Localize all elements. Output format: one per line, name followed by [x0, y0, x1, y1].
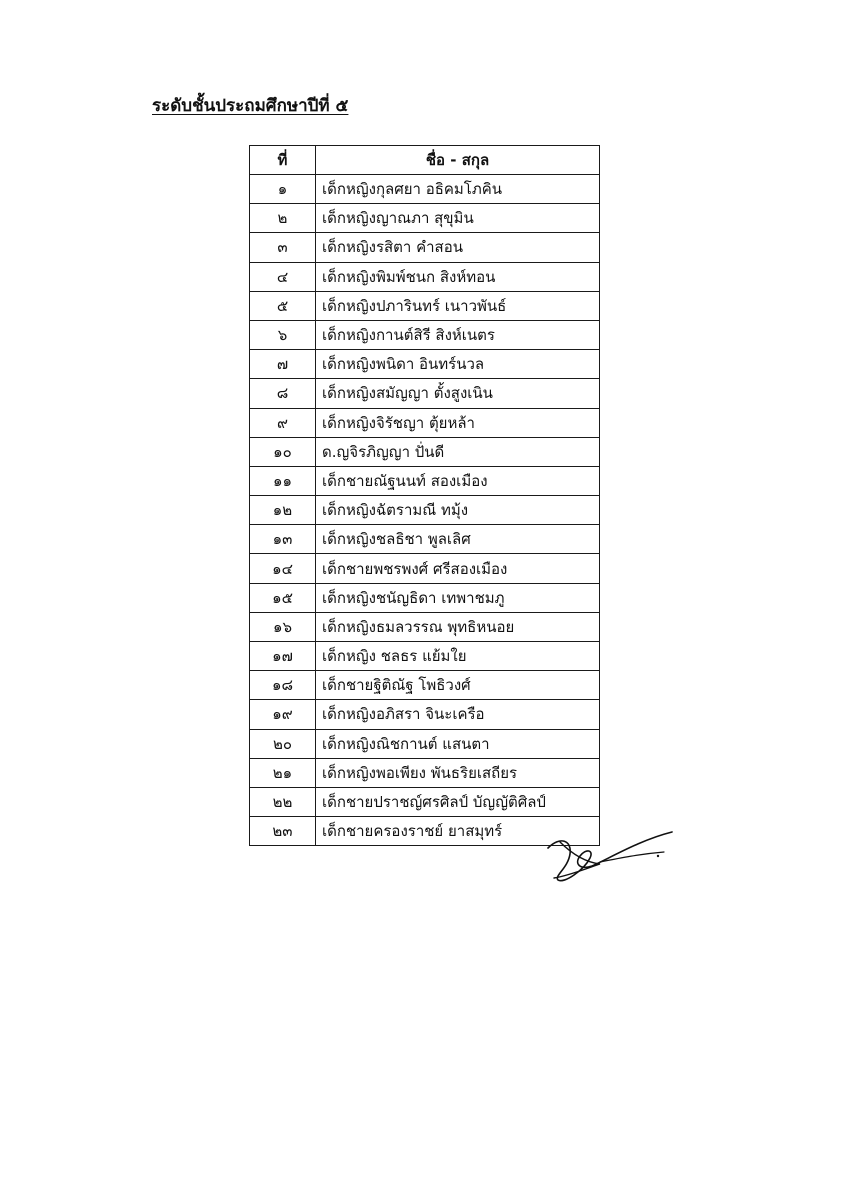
student-name: เด็กหญิงปภารินทร์ เนาวพันธ์ — [316, 291, 600, 320]
row-number: ๑๓ — [250, 525, 316, 554]
table-header-row — [250, 146, 600, 175]
row-number: ๒๑ — [250, 758, 316, 787]
column-header-name: ชื่อ - สกุล — [316, 146, 600, 175]
signature-icon — [540, 818, 680, 890]
student-name: เด็กหญิงพอเพียง พันธริยเสถียร — [316, 758, 600, 787]
student-name: เด็กหญิงธมลวรรณ พุทธิหนอย — [316, 612, 600, 641]
row-number: ๔ — [250, 262, 316, 291]
student-name: เด็กหญิงกานต์สิรี สิงห์เนตร — [316, 320, 600, 349]
student-name: เด็กหญิงอภิสรา จินะเครือ — [316, 700, 600, 729]
student-name: เด็กชายครองราชย์ ยาสมุทร์ — [316, 817, 600, 846]
table-row — [250, 554, 600, 583]
table-row — [250, 233, 600, 262]
table-row — [250, 612, 600, 641]
table-row — [250, 291, 600, 320]
row-number: ๙ — [250, 408, 316, 437]
table-row — [250, 525, 600, 554]
student-name: เด็กหญิงฉัตรามณี ทมุ้ง — [316, 496, 600, 525]
row-number: ๑๙ — [250, 700, 316, 729]
row-number: ๑๔ — [250, 554, 316, 583]
table-row — [250, 408, 600, 437]
column-header-number: ที่ — [250, 146, 316, 175]
table-row — [250, 729, 600, 758]
table-row — [250, 320, 600, 349]
row-number: ๑๖ — [250, 612, 316, 641]
student-name: เด็กชายปราชญ์ศรศิลป์ บัญญัติศิลป์ — [316, 787, 600, 816]
student-roster-table — [249, 145, 600, 846]
table-row — [250, 496, 600, 525]
table-row — [250, 671, 600, 700]
row-number: ๑๒ — [250, 496, 316, 525]
student-name: เด็กหญิงรสิตา คำสอน — [316, 233, 600, 262]
page-heading: ระดับชั้นประถมศึกษาปีที่ ๕ — [152, 96, 349, 116]
row-number: ๘ — [250, 379, 316, 408]
table-row — [250, 700, 600, 729]
row-number: ๖ — [250, 320, 316, 349]
student-name: เด็กหญิงชนัญธิดา เทพาชมภู — [316, 583, 600, 612]
student-name: เด็กชายณัฐนนท์ สองเมือง — [316, 466, 600, 495]
row-number: ๓ — [250, 233, 316, 262]
row-number: ๕ — [250, 291, 316, 320]
row-number: ๒๐ — [250, 729, 316, 758]
table-row — [250, 175, 600, 204]
table-row — [250, 204, 600, 233]
row-number: ๑๘ — [250, 671, 316, 700]
row-number: ๒๓ — [250, 817, 316, 846]
student-name: เด็กหญิงจิรัชญา ตุ้ยหล้า — [316, 408, 600, 437]
table-body — [250, 175, 600, 846]
row-number: ๑ — [250, 175, 316, 204]
row-number: ๑๑ — [250, 466, 316, 495]
row-number: ๗ — [250, 350, 316, 379]
student-name: ด.ญจิรภิญญา ปั่นดี — [316, 437, 600, 466]
student-name: เด็กหญิงญาณภา สุขุมิน — [316, 204, 600, 233]
table-row — [250, 379, 600, 408]
row-number: ๑๕ — [250, 583, 316, 612]
student-name: เด็กหญิงกุลศยา อธิคมโภคิน — [316, 175, 600, 204]
table-row — [250, 466, 600, 495]
row-number: ๑๐ — [250, 437, 316, 466]
table-row — [250, 350, 600, 379]
student-name: เด็กหญิงพิมพ์ชนก สิงห์ทอน — [316, 262, 600, 291]
table-row — [250, 437, 600, 466]
row-number: ๒ — [250, 204, 316, 233]
row-number: ๑๗ — [250, 642, 316, 671]
table-row — [250, 262, 600, 291]
table-row — [250, 758, 600, 787]
student-name: เด็กชายฐิติณัฐ โพธิวงศ์ — [316, 671, 600, 700]
table-row — [250, 583, 600, 612]
table-row — [250, 642, 600, 671]
table-row — [250, 787, 600, 816]
student-name: เด็กหญิงณิชกานต์ แสนตา — [316, 729, 600, 758]
row-number: ๒๒ — [250, 787, 316, 816]
student-name: เด็กหญิงสมัญญา ตั้งสูงเนิน — [316, 379, 600, 408]
student-name: เด็กหญิงพนิดา อินทร์นวล — [316, 350, 600, 379]
student-name: เด็กหญิงชลธิชา พูลเลิศ — [316, 525, 600, 554]
student-name: เด็กชายพชรพงศ์ ศรีสองเมือง — [316, 554, 600, 583]
student-name: เด็กหญิง ชลธร แย้มใย — [316, 642, 600, 671]
